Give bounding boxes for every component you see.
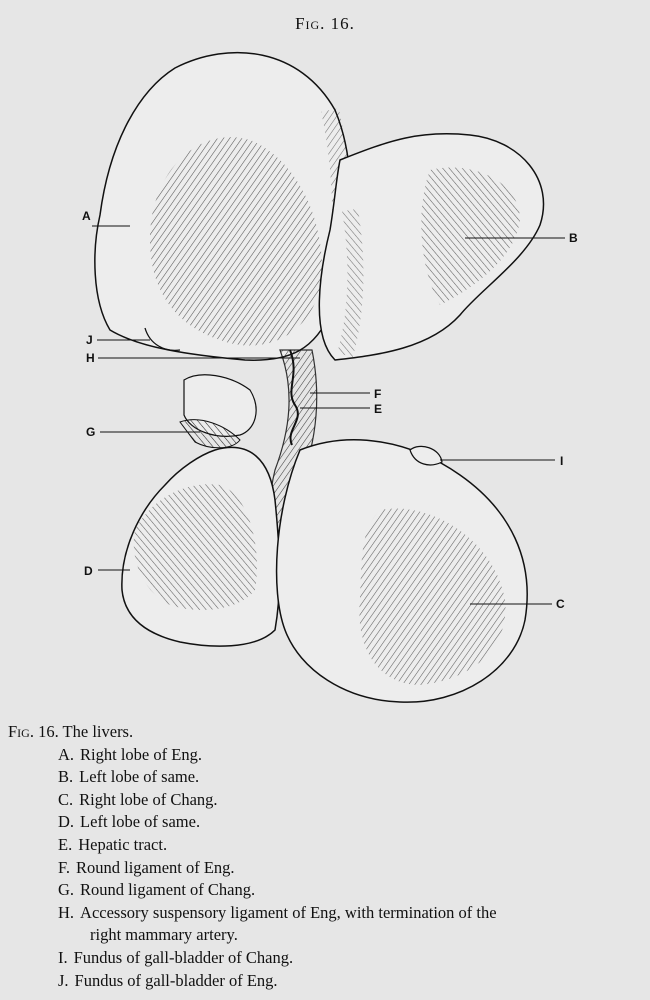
figure-caption <box>8 721 648 992</box>
caption-key: I. <box>58 947 68 967</box>
label-g: G <box>86 425 96 439</box>
label-f: F <box>374 387 382 401</box>
caption-item-b <box>8 766 648 789</box>
label-i: I <box>560 454 564 468</box>
figure-title: Fig. 16. <box>295 14 355 33</box>
caption-item-j <box>8 970 648 993</box>
caption-figure-number: Fig. 16. <box>8 722 59 741</box>
caption-text: Accessory suspensory ligament of Eng, with termination of the <box>80 902 497 922</box>
caption-item-e <box>8 834 648 857</box>
caption-item-f <box>8 857 648 880</box>
caption-text: Round ligament of Eng. <box>75 857 235 877</box>
caption-heading <box>8 721 648 744</box>
caption-text: Round ligament of Chang. <box>80 880 256 900</box>
caption-key: F. <box>58 857 70 877</box>
lobe-d-left-lobe-of-chang <box>122 447 280 646</box>
caption-text: Right lobe of Chang. <box>79 789 218 809</box>
lobe-c-right-lobe-of-chang <box>277 440 528 702</box>
caption-text: Fundus of gall-bladder of Chang. <box>73 947 294 967</box>
caption-title: The livers. <box>62 722 134 741</box>
caption-text-continued: right mammary artery. <box>90 925 238 945</box>
caption-item-a <box>8 744 648 767</box>
caption-item-i <box>8 947 648 970</box>
caption-key: E. <box>58 834 73 854</box>
label-j: J <box>86 333 93 347</box>
label-e: E <box>374 402 383 416</box>
label-d: D <box>84 564 93 578</box>
lobe-b-left-lobe-of-eng <box>319 134 543 360</box>
caption-key: A. <box>58 744 75 764</box>
liver-illustration <box>0 30 650 720</box>
label-a: A <box>82 209 91 223</box>
caption-key: H. <box>58 902 75 922</box>
caption-text: Fundus of gall-bladder of Eng. <box>74 970 278 990</box>
caption-key: C. <box>58 789 74 809</box>
caption-item-d <box>8 811 648 834</box>
caption-key: D. <box>58 812 75 832</box>
caption-key: B. <box>58 767 74 787</box>
caption-key: J. <box>58 970 69 990</box>
caption-text: Right lobe of Eng. <box>80 744 202 764</box>
caption-text: Left lobe of same. <box>79 767 200 787</box>
label-h: H <box>86 351 95 365</box>
caption-item-c <box>8 789 648 812</box>
lobe-a-right-lobe-of-eng <box>95 53 351 361</box>
caption-item-g <box>8 879 648 902</box>
label-c: C <box>556 597 565 611</box>
caption-text: Left lobe of same. <box>80 812 201 832</box>
caption-text: Hepatic tract. <box>78 834 168 854</box>
caption-item-h <box>8 902 648 947</box>
caption-key: G. <box>58 880 75 900</box>
label-b: B <box>569 231 578 245</box>
